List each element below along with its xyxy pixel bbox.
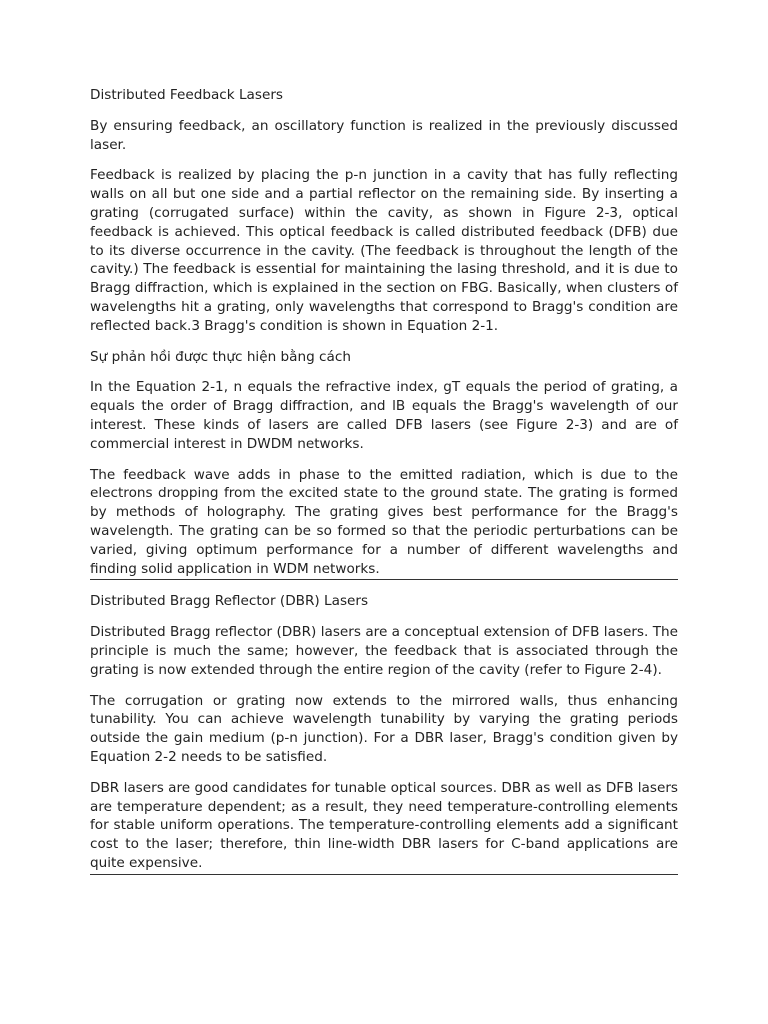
section-divider bbox=[90, 579, 678, 580]
paragraph-intro: By ensuring feedback, an oscillatory function is realized in the previously discussed laser. bbox=[90, 117, 678, 153]
paragraph-equation-2-1: In the Equation 2-1, n equals the refractive index, gT equals the period of grating, a equals the order of Bragg diffraction, and lB equals the Bragg's wavelength of our interest. These kinds of lasers are called DFB lasers (see Figure 2-3) and are of commercial interest in DWDM networks. bbox=[90, 379, 678, 452]
paragraph-vietnamese-note: Sự phản hồi được thực hiện bằng cách bbox=[90, 348, 351, 365]
section-heading-dbr: Distributed Bragg Reflector (DBR) Lasers bbox=[90, 593, 369, 610]
paragraph-corrugation: The corrugation or grating now extends to the mirrored walls, thus enhancing tunability. You can achieve wavelength tunability by varying the grating periods outside the gain medium (p-n junction). For a DBR laser, Bragg's condition given by Equation 2-2 needs to be satisfied. bbox=[90, 692, 678, 765]
document-page bbox=[90, 86, 678, 887]
paragraph-dbr-candidates: DBR lasers are good candidates for tunable optical sources. DBR as well as DFB lasers are temperature dependent; as a result, they need temperature-controlling elements for stable uniform operations. The temperature-controlling elements add a significant cost to the laser; therefore, thin line-width DBR lasers for C-band applications are quite expensive. bbox=[90, 779, 678, 871]
paragraph-dbr-intro: Distributed Bragg reflector (DBR) lasers are a conceptual extension of DFB lasers. The principle is much the same; however, the feedback that is associated through the grating is now extended through the entire region of the cavity (refer to Figure 2-4). bbox=[90, 624, 678, 678]
paragraph-feedback-realization: Feedback is realized by placing the p-n junction in a cavity that has fully reflecting walls on all but one side and a partial reflector on the remaining side. By inserting a grating (corrugated surface) within the cavity, as shown in Figure 2-3, optical feedback is achieved. This optical feedback is called distributed feedback (DFB) due to its diverse occurrence in the cavity. (The feedback is throughout the length of the cavity.) The feedback is essential for maintaining the lasing threshold, and it is due to Bragg diffraction, which is explained in the section on FBG. Basically, when clusters of wavelengths hit a grating, only wavelengths that correspond to Bragg's condition are reflected back.3 Bragg's condition is shown in Equation 2-1. bbox=[90, 167, 678, 334]
end-divider bbox=[90, 874, 678, 875]
section-heading-dfb: Distributed Feedback Lasers bbox=[90, 87, 283, 103]
paragraph-feedback-wave: The feedback wave adds in phase to the emitted radiation, which is due to the electrons dropping from the excited state to the ground state. The grating is formed by methods of holography. The grating gives best performance for the Bragg's wavelength. The grating can be so formed so that the periodic perturbations can be varied, giving optimum performance for a number of different wavelengths and finding solid application in WDM networks. bbox=[90, 466, 678, 577]
